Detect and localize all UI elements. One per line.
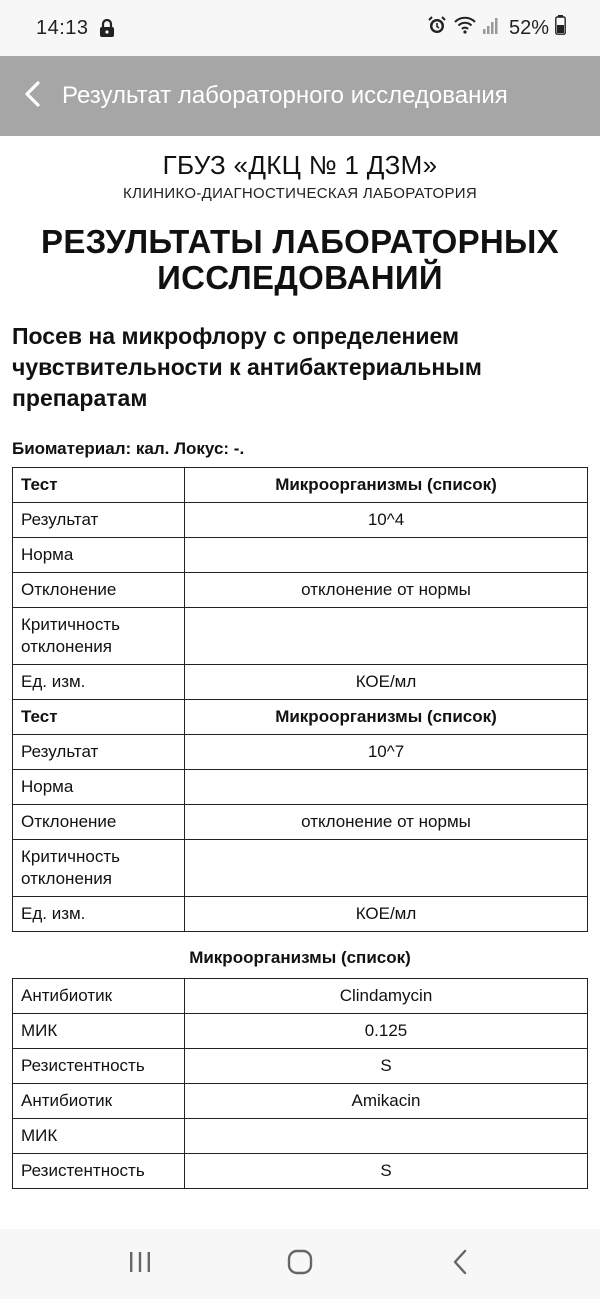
row-label: Критичность отклонения <box>13 608 185 665</box>
row-label: Норма <box>13 770 185 805</box>
nav-recents-button[interactable] <box>110 1239 170 1289</box>
test-name: Посев на микрофлору с определением чувствительности к антибактериальным препаратам <box>12 323 482 411</box>
row-value: отклонение от нормы <box>185 805 588 840</box>
table-row <box>13 1084 588 1119</box>
table-row <box>13 770 588 805</box>
row-value <box>185 840 588 897</box>
app-bar <box>0 56 600 136</box>
row-label: Норма <box>13 538 185 573</box>
table-row <box>13 468 588 503</box>
row-label: Тест <box>13 468 185 503</box>
row-value: 10^4 <box>185 503 588 538</box>
organization-name: ГБУЗ «ДКЦ № 1 ДЗМ» <box>162 150 438 180</box>
row-label: Ед. изм. <box>13 897 185 932</box>
row-label: Результат <box>13 503 185 538</box>
nav-home-button[interactable] <box>270 1239 330 1289</box>
table-row <box>13 665 588 700</box>
results-table <box>12 467 588 932</box>
antibiotics-caption: Микроорганизмы (список) <box>189 948 411 967</box>
antibiotics-table <box>12 978 588 1189</box>
table-row <box>13 573 588 608</box>
row-label: МИК <box>13 1119 185 1154</box>
row-label: Ед. изм. <box>13 665 185 700</box>
row-value: Amikacin <box>185 1084 588 1119</box>
table-row <box>13 897 588 932</box>
recents-icon <box>128 1251 152 1278</box>
row-value: S <box>185 1154 588 1189</box>
row-value <box>185 538 588 573</box>
battery-icon <box>555 15 566 41</box>
app-bar-title: Результат лабораторного исследования <box>62 82 508 109</box>
table-row <box>13 700 588 735</box>
row-label: Тест <box>13 700 185 735</box>
row-value: отклонение от нормы <box>185 573 588 608</box>
report-content[interactable] <box>0 136 600 1229</box>
table-row <box>13 538 588 573</box>
row-value: Микроорганизмы (список) <box>185 468 588 503</box>
row-value: S <box>185 1049 588 1084</box>
report-title: РЕЗУЛЬТАТЫ ЛАБОРАТОРНЫХ ИССЛЕДОВАНИЙ <box>41 223 559 296</box>
lock-icon <box>99 19 115 37</box>
row-value: Clindamycin <box>185 979 588 1014</box>
row-value <box>185 770 588 805</box>
table-row <box>13 1014 588 1049</box>
table-row <box>13 979 588 1014</box>
status-bar <box>0 0 600 56</box>
table-row <box>13 1119 588 1154</box>
table-row <box>13 1049 588 1084</box>
row-label: Антибиотик <box>13 979 185 1014</box>
row-label: Результат <box>13 735 185 770</box>
row-value: КОЕ/мл <box>185 897 588 932</box>
table-row <box>13 608 588 665</box>
chevron-left-icon <box>23 80 41 113</box>
row-label: Отклонение <box>13 805 185 840</box>
table-row <box>13 1154 588 1189</box>
wifi-icon <box>453 16 477 40</box>
row-label: Резистентность <box>13 1154 185 1189</box>
nav-back-button[interactable] <box>430 1239 490 1289</box>
table-row <box>13 840 588 897</box>
table-row <box>13 503 588 538</box>
row-value: КОЕ/мл <box>185 665 588 700</box>
row-value: 10^7 <box>185 735 588 770</box>
row-value: Микроорганизмы (список) <box>185 700 588 735</box>
home-icon <box>287 1249 313 1280</box>
signal-icon <box>483 16 499 40</box>
row-label: Резистентность <box>13 1049 185 1084</box>
row-value <box>185 1119 588 1154</box>
alarm-icon <box>427 15 447 41</box>
row-value: 0.125 <box>185 1014 588 1049</box>
row-label: Критичность отклонения <box>13 840 185 897</box>
biomaterial-line: Биоматериал: кал. Локус: -. <box>12 439 245 458</box>
back-icon <box>452 1249 468 1280</box>
status-time: 14:13 <box>36 16 89 39</box>
row-label: Антибиотик <box>13 1084 185 1119</box>
row-value <box>185 608 588 665</box>
row-label: Отклонение <box>13 573 185 608</box>
system-nav-bar <box>0 1229 600 1299</box>
laboratory-name: КЛИНИКО-ДИАГНОСТИЧЕСКАЯ ЛАБОРАТОРИЯ <box>123 185 477 202</box>
status-icons <box>427 15 566 41</box>
table-row <box>13 735 588 770</box>
battery-percent: 52% <box>508 16 549 39</box>
back-button[interactable] <box>2 56 62 136</box>
row-label: МИК <box>13 1014 185 1049</box>
table-row <box>13 805 588 840</box>
